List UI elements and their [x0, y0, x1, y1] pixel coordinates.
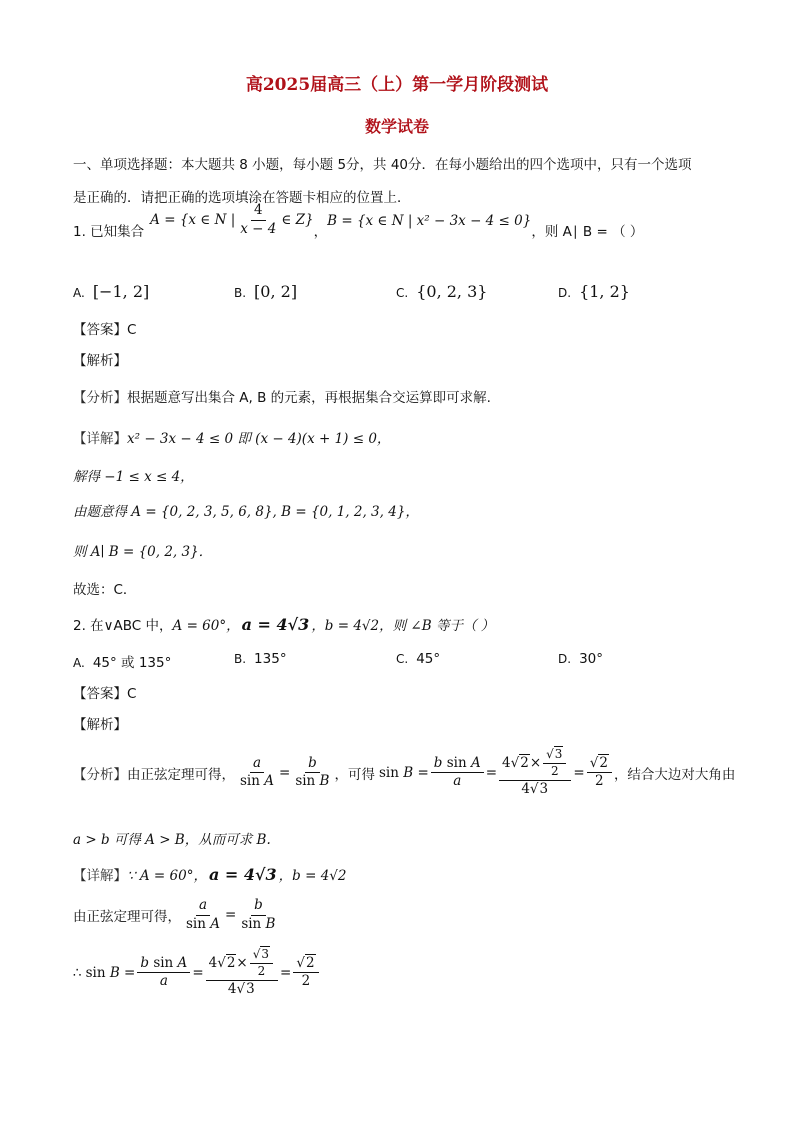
q2-analysis-c: ，结合大边对大角由: [613, 766, 736, 783]
q2-sinb-derivation: ∴ sin B = $\frac{\text{b sin A}}{a}$ = 4 √2 × $\frac{√3}{2}$ 4√3 = $\frac{√2}{2}$: [73, 948, 321, 997]
q1-option-d: D. {1, 2}: [558, 282, 630, 301]
q1-set-a-end: ∈ Z}: [281, 212, 314, 228]
q1-comma: ，: [313, 224, 328, 240]
q1-step-1: 解得 −1 ≤ x ≤ 4，: [73, 469, 194, 485]
q1-detail: [73, 427, 390, 447]
q2-jiexi-heading: 【解析】: [73, 717, 127, 733]
sinb-fraction: $\frac{\text{b sin A}}{a}$: [431, 756, 484, 790]
q2-cond-2: a = 4√3: [241, 615, 310, 634]
q2-analysis-continued: a > b 可得 A > B，从而可求 B.: [73, 832, 271, 848]
therefore-symbol: ∴: [73, 964, 82, 981]
q1-answer: 【答案】C: [73, 322, 137, 338]
q2-option-c: C. 45°: [396, 651, 441, 667]
q2-law-of-sines: 由正弦定理可得， $\frac{a}{\text{sin A}}$ = $\frac{b}{\text{sin B}}$: [73, 897, 276, 932]
q2-prefix: 2. 在∨ABC 中，: [73, 618, 173, 634]
law-of-sines-fraction-b: $\frac{b}{\text{sin B}}$: [295, 754, 330, 790]
q1-detail-tag: 【详解】: [73, 431, 127, 447]
q2-cond-3: ，b = 4√2，则 ∠B 等于（ ）: [311, 618, 495, 634]
q2-detail-tag: 【详解】: [73, 868, 127, 884]
q1-fraction-num: 4: [251, 203, 266, 221]
exam-subtitle: 数学试卷: [364, 117, 429, 136]
q2-detail: [73, 864, 346, 884]
exam-title: 高2025届高三（上）第一学月阶段测试: [245, 75, 549, 95]
law-of-sines-fraction-a: $\frac{a}{\text{sin A}}$: [240, 754, 274, 790]
q1-option-b: B. [0, 2]: [234, 282, 298, 301]
q1-option-c: C. {0, 2, 3}: [396, 282, 488, 301]
q2-detail-a: ∵ A = 60°，: [127, 868, 207, 884]
q2-analysis-a: 由正弦定理可得，: [127, 766, 235, 783]
question-2-stem: [73, 614, 494, 634]
q1-step-3: 则 A∣ B = {0, 2, 3}．: [73, 544, 213, 560]
q1-fraction: [237, 203, 279, 237]
q1-set-a: A = {x ∈ N |: [150, 212, 236, 228]
q2-detail-c: ，b = 4√2: [278, 868, 347, 884]
q1-prefix: 1. 已知集合: [73, 224, 145, 240]
q1-ask: ，则 A∣ B = （ ）: [531, 224, 644, 240]
section-instructions-line1: 一、单项选择题：本大题共 8 小题，每小题 5分，共 40分．在每小题给出的四个选项中，只有一个选项: [73, 157, 692, 173]
q2-analysis-tag: 【分析】: [73, 766, 127, 783]
q1-analysis-text: 根据题意写出集合 A, B 的元素，再根据集合交运算即可求解.: [127, 390, 491, 406]
q2-analysis: 【分析】 由正弦定理可得， $\frac{a}{\text{sin A}}$ = $\frac{b}{\text{sin B}}$ ，可得 sin B = $\frac{\text{b sin A}}{a}$ = 4 √2 × $\frac{√3}{2}$ 4√3 = $\frac{√2}{2}$ ，结合大边对大角由: [73, 747, 736, 797]
q1-jiexi-heading: 【解析】: [73, 353, 127, 369]
q1-option-a: A. [−1, 2]: [73, 282, 150, 301]
q2-cond-1: A = 60°，: [172, 618, 240, 634]
q2-detail-b: a = 4√3: [208, 865, 277, 884]
q2-answer: 【答案】C: [73, 686, 137, 702]
sinb-result-fraction: $\frac{√2}{2}$: [587, 756, 612, 790]
q2-option-b: B. 135°: [234, 651, 287, 667]
question-1-stem: [73, 201, 644, 240]
q1-set-b: B = {x ∈ N | x² − 3x − 4 ≤ 0}: [327, 213, 532, 229]
q2-law-text: 由正弦定理可得，: [73, 909, 181, 926]
q1-analysis-tag: 【分析】: [73, 390, 127, 406]
q2-analysis-b: ，可得: [334, 766, 375, 783]
section-instructions-line2: 是正确的．请把正确的选项填涂在答题卡相应的位置上．: [73, 190, 411, 206]
q2-option-d: D. 30°: [558, 651, 603, 667]
q1-choice: 故选：C．: [73, 582, 137, 598]
q1-step-2: 由题意得 A = {0, 2, 3, 5, 6, 8}, B = {0, 1, 2, 3, 4}，: [73, 504, 419, 520]
q1-detail-text: x² − 3x − 4 ≤ 0 即 (x − 4)(x + 1) ≤ 0，: [127, 431, 391, 447]
q1-analysis: [73, 386, 491, 406]
q1-fraction-den: x − 4: [240, 220, 277, 237]
sinb-value-fraction: 4 √2 × $\frac{√3}{2}$ 4√3: [499, 748, 571, 797]
q2-option-a: A. 45° 或 135°: [73, 655, 172, 671]
